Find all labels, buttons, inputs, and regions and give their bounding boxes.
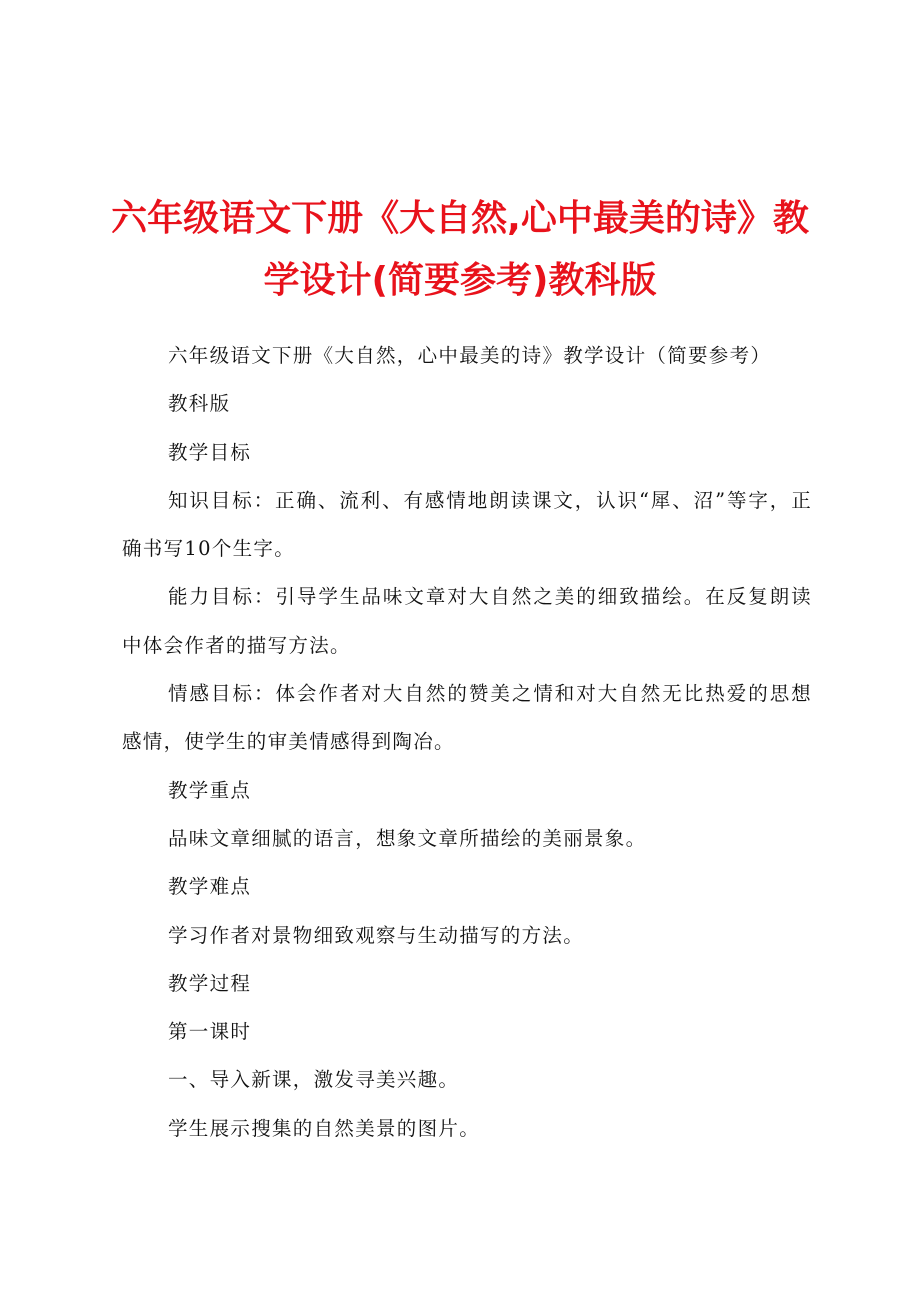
section-heading-key-points: 教学重点 — [168, 778, 252, 802]
paragraph-show-pictures: 学生展示搜集的自然美景的图片。 — [168, 1116, 481, 1140]
paragraph-step-one: 一、导入新课，激发寻美兴趣。 — [168, 1068, 460, 1092]
paragraph-ability-objective: 能力目标：引导学生品味文章对大自然之美的细致描绘。在反复朗读中体会作者的描写方法。 — [122, 585, 812, 657]
section-heading-difficulties: 教学难点 — [168, 875, 252, 899]
paragraph-knowledge-objective: 知识目标：正确、流利、有感情地朗读课文，认识“犀、沼”等字，正确书写10个生字。 — [122, 488, 812, 561]
paragraph-first-lesson: 第一课时 — [168, 1020, 252, 1044]
paragraph-title-line: 六年级语文下册《大自然，心中最美的诗》教学设计（简要参考） — [168, 344, 772, 367]
document-title: 六年级语文下册《大自然,心中最美的诗》教学设计(简要参考)教科版 — [111, 198, 809, 301]
section-heading-objectives: 教学目标 — [168, 440, 252, 464]
paragraph-emotion-objective: 情感目标：体会作者对大自然的赞美之情和对大自然无比热爱的思想感情，使学生的审美情感得到陶冶。 — [122, 682, 812, 754]
paragraph-difficulties: 学习作者对景物细致观察与生动描写的方法。 — [168, 923, 585, 947]
document-body — [122, 332, 812, 1153]
paragraph-key-points: 品味文章细腻的语言，想象文章所描绘的美丽景象。 — [168, 826, 647, 850]
section-heading-process: 教学过程 — [168, 971, 252, 995]
paragraph-edition: 教科版 — [168, 392, 231, 416]
